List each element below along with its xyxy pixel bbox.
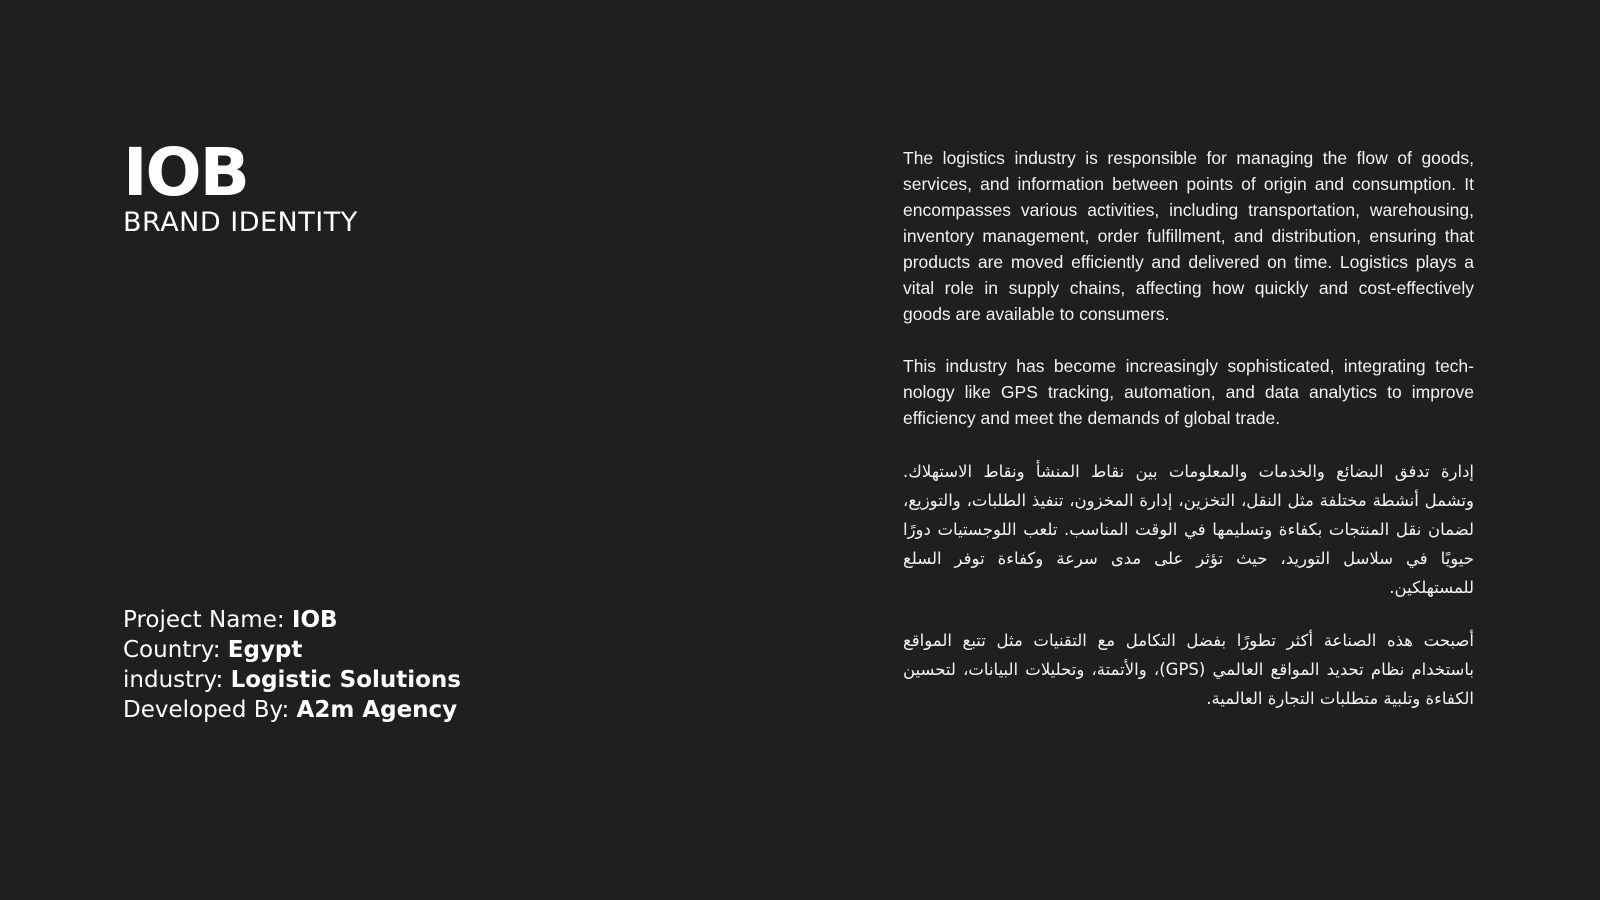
arabic-paragraph-2: أصبحت هذه الصناعة أكثر تطورًا بفضل التكامل مع التقنيات مثل تتبع المواقع باستخدام نظام تحديد المواقع العالمي (GPS)، والأتمتة، وتحليلات البيانات، لتحسين الكفاءة وتلبية متطلبات التجارة العالمية. [903, 631, 1474, 708]
project-details [123, 605, 461, 725]
english-paragraph-2: This industry has become increasingly sophisticated, integrating technology like GPS tracking, automation, and data analytics to improve efficiency and meet the demands of global trade. [903, 356, 1474, 428]
country-row [123, 635, 461, 665]
description-column [903, 145, 1474, 713]
project-name-row [123, 605, 461, 635]
country-label: Country: [123, 637, 228, 663]
project-name-value: IOB [291, 607, 338, 633]
english-paragraph-1: The logistics industry is responsible for managing the flow of goods, services, and information between points of origin and consumption. It encompasses various activities, including transportation, warehousing, inventory management, order fulfillment, and distribution, ensuring that products are moved efficiently and delivered on time. Logistics plays a vital role in supply chains, affecting how quickly and cost-effectively goods are available to consumers. [903, 148, 1474, 324]
developer-label: Developed By: [123, 697, 297, 723]
industry-value: Logistic Solutions [230, 667, 461, 693]
brand-header [123, 134, 358, 238]
project-name-label: Project Name: [123, 607, 292, 633]
country-value: Egypt [227, 637, 303, 663]
developer-row [123, 695, 461, 725]
industry-row [123, 665, 461, 695]
brand-subtitle: BRAND IDENTITY [123, 207, 358, 238]
arabic-paragraph-1: إدارة تدفق البضائع والخدمات والمعلومات بين نقاط المنشأ ونقاط الاستهلاك. وتشمل أنشطة مختلفة مثل النقل، التخزين، إدارة المخزون، تنفيذ الطلبات، والتوزيع، لضمان نقل المنتجات بكفاءة وتسليمها في الوقت المناسب. تلعب اللوجستيات دورًا حيويًا في سلاسل التوريد، حيث تؤثر على مدى سرعة وكفاءة توفر السلع للمستهلكين. [903, 462, 1474, 597]
industry-label: industry: [123, 667, 231, 693]
developer-value: A2m Agency [296, 697, 458, 723]
brand-title: IOB [123, 134, 248, 211]
